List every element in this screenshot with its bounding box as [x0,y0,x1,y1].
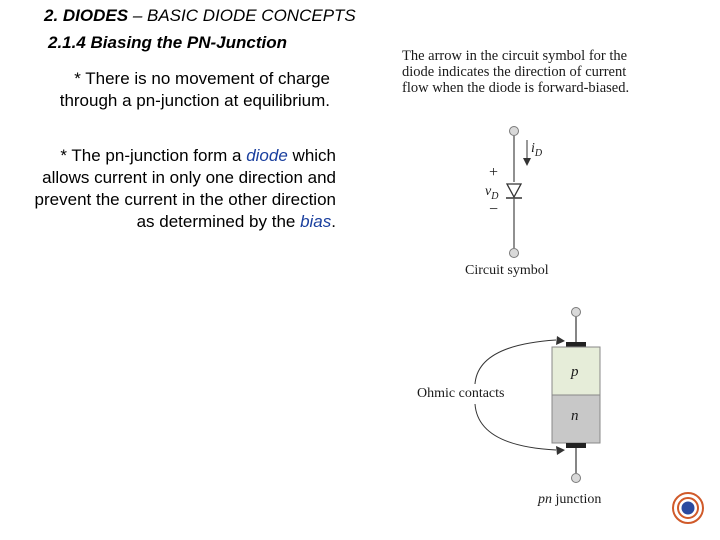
pointer-top-head [556,336,565,345]
slide-title-rest: – BASIC DIODE CONCEPTS [128,6,356,25]
paragraph-diode-part-c: . [331,212,336,231]
paragraph-diode-part-a: * The pn-junction form a [60,146,247,165]
corner-logo-icon [672,492,704,524]
voltage-label-symbol: v [485,184,492,199]
slide-title-main: 2. DIODES [44,6,129,25]
diode-triangle [507,184,521,197]
pn-junction-device [552,308,600,483]
pointer-bottom-curve [475,404,556,450]
pointer-bottom-head [556,446,565,455]
ohmic-contacts-label: Ohmic contacts [417,386,505,401]
pn-junction-label-italic: pn [538,492,552,507]
n-region-label: n [571,408,579,424]
pn-junction-label-rest: junction [552,492,602,507]
term-diode: diode [246,146,288,165]
paragraph-equilibrium: * There is no movement of charge through a pn-junction at equilibrium. [59,69,330,110]
slide-subtitle: 2.1.4 Biasing the PN-Junction [48,33,287,52]
paragraph-diode-part-b: which allows current in only one direction and prevent the current in the other direction as determined by the [34,146,336,231]
current-label [531,141,542,159]
term-bias: bias [300,212,332,231]
terminal-top [510,127,519,136]
minus-sign: − [489,201,499,218]
voltage-label-subscript: D [491,190,499,202]
voltage-label [485,184,498,202]
current-arrow-head [523,158,531,166]
plus-sign: + [489,164,499,181]
p-region-label: p [571,364,579,380]
figure-caption: The arrow in the circuit symbol for the diode indicates the direction of current flow when the diode is forward-biased. [402,48,630,96]
device-terminal-top [572,308,581,317]
device-terminal-bottom [572,474,581,483]
circuit-symbol [506,127,531,258]
ohmic-contact-top [566,342,586,347]
pn-junction-label [538,492,601,508]
current-label-subscript: D [534,147,543,159]
circuit-symbol-label: Circuit symbol [465,263,549,278]
ohmic-contact-bottom [566,443,586,448]
current-label-symbol: i [531,141,535,156]
pointer-top-curve [475,340,556,384]
terminal-bottom [510,249,519,258]
